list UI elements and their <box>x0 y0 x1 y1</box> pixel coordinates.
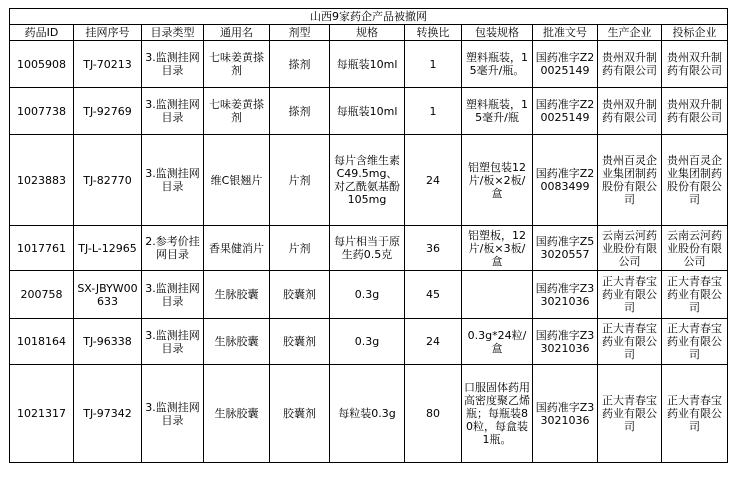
cell-spec: 每瓶装10ml <box>330 88 405 135</box>
cell-maker: 贵州双升制药有限公司 <box>598 88 662 135</box>
cell-pack: 口服固体药用高密度聚乙烯瓶；每瓶装80粒，每盒装1瓶。 <box>462 365 533 463</box>
cell-spec: 每瓶装10ml <box>330 41 405 88</box>
cell-approval: 国药准字Z53020557 <box>533 226 598 271</box>
cell-spec: 每粒装0.3g <box>330 365 405 463</box>
cell-catalog: 2.参考价挂网目录 <box>142 226 204 271</box>
cell-approval: 国药准字Z33021036 <box>533 365 598 463</box>
cell-form: 胶囊剂 <box>270 365 330 463</box>
cell-spec: 0.3g <box>330 319 405 365</box>
cell-bidder: 贵州双升制药有限公司 <box>662 41 728 88</box>
cell-id: 200758 <box>10 271 74 319</box>
cell-seq: TJ-96338 <box>74 319 142 365</box>
cell-id: 1018164 <box>10 319 74 365</box>
cell-approval: 国药准字Z20025149 <box>533 88 598 135</box>
header-bidder: 投标企业 <box>662 25 728 41</box>
header-name: 通用名 <box>204 25 270 41</box>
table-row <box>10 135 728 226</box>
cell-catalog: 3.监测挂网目录 <box>142 88 204 135</box>
cell-approval: 国药准字Z20025149 <box>533 41 598 88</box>
cell-id: 1005908 <box>10 41 74 88</box>
cell-bidder: 贵州百灵企业集团制药股份有限公司 <box>662 135 728 226</box>
cell-pack: 铝塑包装12片/板×2板/盒 <box>462 135 533 226</box>
header-catalog: 目录类型 <box>142 25 204 41</box>
cell-bidder: 正大青春宝药业有限公司 <box>662 271 728 319</box>
cell-id: 1017761 <box>10 226 74 271</box>
header-id: 药品ID <box>10 25 74 41</box>
cell-ratio: 1 <box>405 41 462 88</box>
cell-seq: TJ-97342 <box>74 365 142 463</box>
cell-ratio: 36 <box>405 226 462 271</box>
cell-spec: 每片相当于原生药0.5克 <box>330 226 405 271</box>
header-seq: 挂网序号 <box>74 25 142 41</box>
header-maker: 生产企业 <box>598 25 662 41</box>
cell-name: 生脉胶囊 <box>204 365 270 463</box>
table-row <box>10 41 728 88</box>
cell-seq: TJ-82770 <box>74 135 142 226</box>
cell-form: 胶囊剂 <box>270 319 330 365</box>
cell-form: 片剂 <box>270 226 330 271</box>
cell-ratio: 1 <box>405 88 462 135</box>
cell-pack: 0.3g*24粒/盒 <box>462 319 533 365</box>
cell-bidder: 正大青春宝药业有限公司 <box>662 365 728 463</box>
cell-bidder: 云南云河药业股份有限公司 <box>662 226 728 271</box>
cell-maker: 正大青春宝药业有限公司 <box>598 319 662 365</box>
cell-pack: 塑料瓶装，15毫升/瓶 <box>462 88 533 135</box>
product-table <box>9 8 728 463</box>
cell-bidder: 正大青春宝药业有限公司 <box>662 319 728 365</box>
cell-maker: 正大青春宝药业有限公司 <box>598 365 662 463</box>
cell-catalog: 3.监测挂网目录 <box>142 319 204 365</box>
cell-name: 七味姜黄搽剂 <box>204 41 270 88</box>
cell-catalog: 3.监测挂网目录 <box>142 365 204 463</box>
cell-ratio: 80 <box>405 365 462 463</box>
cell-catalog: 3.监测挂网目录 <box>142 271 204 319</box>
cell-name: 生脉胶囊 <box>204 271 270 319</box>
cell-ratio: 24 <box>405 319 462 365</box>
cell-catalog: 3.监测挂网目录 <box>142 41 204 88</box>
cell-approval: 国药准字Z33021036 <box>533 319 598 365</box>
cell-name: 维C银翘片 <box>204 135 270 226</box>
cell-id: 1023883 <box>10 135 74 226</box>
cell-seq: SX-JBYW00633 <box>74 271 142 319</box>
cell-spec: 每片含维生素C49.5mg、对乙酰氨基酚105mg <box>330 135 405 226</box>
cell-maker: 云南云河药业股份有限公司 <box>598 226 662 271</box>
table-row <box>10 365 728 463</box>
header-pack: 包装规格 <box>462 25 533 41</box>
cell-pack: 铝塑板，12片/板×3板/盒 <box>462 226 533 271</box>
table-row <box>10 88 728 135</box>
cell-seq: TJ-92769 <box>74 88 142 135</box>
cell-maker: 贵州百灵企业集团制药股份有限公司 <box>598 135 662 226</box>
cell-name: 七味姜黄搽剂 <box>204 88 270 135</box>
table-row <box>10 271 728 319</box>
header-form: 剂型 <box>270 25 330 41</box>
table-row <box>10 226 728 271</box>
table-title: 山西9家药企产品被撤网 <box>10 9 728 25</box>
cell-form: 片剂 <box>270 135 330 226</box>
header-row <box>10 25 728 41</box>
cell-maker: 正大青春宝药业有限公司 <box>598 271 662 319</box>
header-ratio: 转换比 <box>405 25 462 41</box>
cell-pack: 塑料瓶装，15毫升/瓶。 <box>462 41 533 88</box>
header-approval: 批准文号 <box>533 25 598 41</box>
cell-id: 1021317 <box>10 365 74 463</box>
cell-ratio: 24 <box>405 135 462 226</box>
header-spec: 规格 <box>330 25 405 41</box>
cell-form: 搽剂 <box>270 41 330 88</box>
cell-catalog: 3.监测挂网目录 <box>142 135 204 226</box>
cell-spec: 0.3g <box>330 271 405 319</box>
table-row <box>10 319 728 365</box>
cell-pack <box>462 271 533 319</box>
cell-maker: 贵州双升制药有限公司 <box>598 41 662 88</box>
cell-form: 胶囊剂 <box>270 271 330 319</box>
cell-seq: TJ-L-12965 <box>74 226 142 271</box>
cell-name: 生脉胶囊 <box>204 319 270 365</box>
cell-bidder: 贵州双升制药有限公司 <box>662 88 728 135</box>
cell-approval: 国药准字Z33021036 <box>533 271 598 319</box>
cell-approval: 国药准字Z20083499 <box>533 135 598 226</box>
cell-form: 搽剂 <box>270 88 330 135</box>
cell-name: 香果健消片 <box>204 226 270 271</box>
cell-id: 1007738 <box>10 88 74 135</box>
cell-ratio: 45 <box>405 271 462 319</box>
cell-seq: TJ-70213 <box>74 41 142 88</box>
